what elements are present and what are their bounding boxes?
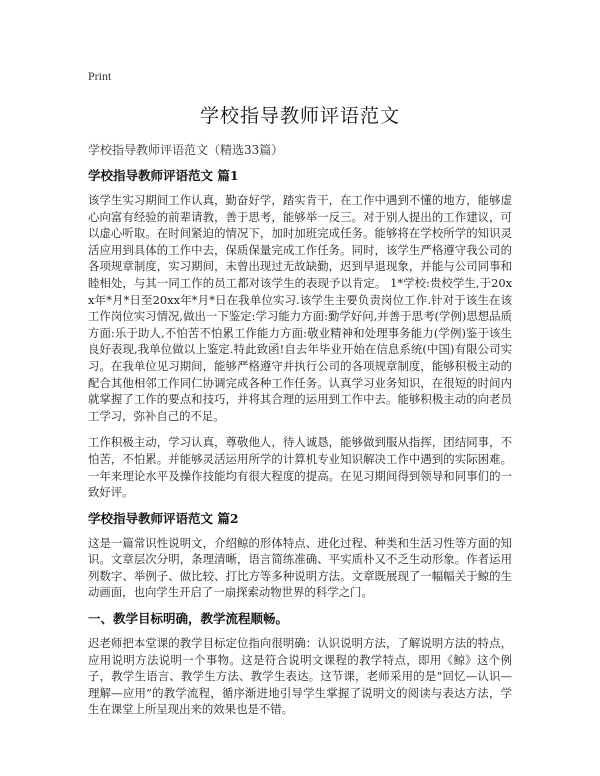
paragraph: 这是一篇常识性说明文，介绍鲸的形体特点、进化过程、种类和生活习性等方面的知识。文章层次分明，条理清晰，语言简练准确、平实质朴又不乏生动形象。作者运用列数字、举例子、做比较、打比方等多种说明方法。文章既展现了一幅幅关于鲸的生动画面，也向学生开启了一扇探索动物世界的科学之门。	[88, 535, 512, 600]
paragraph: 迟老师把本堂课的教学目标定位指向很明确：认识说明方法，了解说明方法的特点，应用说明方法说明一个事物。这是符合说明文课程的教学特点，即用《鲸》这个例子，教学生语言、教学生方法、教学生表达。这节课，老师采用的是“回忆—认识—理解—应用”的教学流程，循序渐进地引导学生掌握了说明文的阅读与表达方法，学生在课堂上所呈现出来的效果也是不错。	[88, 636, 512, 717]
document-subtitle: 学校指导教师评语范文（精选33篇）	[88, 143, 284, 157]
section-heading-1: 学校指导教师评语范文 篇1	[88, 168, 239, 183]
section-heading-2: 学校指导教师评语范文 篇2	[88, 510, 239, 526]
section-heading-3: 一、教学目标明确，教学流程顺畅。	[88, 611, 289, 627]
print-link[interactable]: Print	[88, 69, 112, 83]
paragraph: 工作积极主动，学习认真，尊敬他人，待人诚恳，能够做到服从指挥，团结同事，不怕苦，不怕累。并能够灵活运用所学的计算机专业知识解决工作中遇到的实际困难。一年来理论水平及操作技能均有很大程度的提高。在见习期间得到领导和同事们的一致好评。	[88, 435, 512, 500]
paragraph: 该学生实习期间工作认真，勤奋好学，踏实肯干，在工作中遇到不懂的地方，能够虚心向富有经验的前辈请教，善于思考，能够举一反三。对于别人提出的工作建议，可以虚心听取。在时间紧迫的情况下，加时加班完成任务。能够将在学校所学的知识灵活应用到具体的工作中去，保质保量完成工作任务。同时，该学生严格遵守我公司的各项规章制度，实习期间，未曾出现过无故缺勤，迟到早退现象，并能与公司同事和睦相处，与其一同工作的员工都对该学生的表现予以肯定。 1*学校:贵校学生,于20xx年*月*日至20xx年*月*日在我单位实习.该学生主要负责岗位工作.针对于该生在该工作岗位实习情况,做出一下鉴定:学习能力方面:勤学好问,并善于思考(学例)思想品质方面:乐于助人,不怕苦不怕累工作能力方面:敬业精神和处理事务能力(学例)鉴于该生良好表现,我单位做以上鉴定.特此致函!自去年毕业开始在信息系统(中国)有限公司实习。在我单位见习期间，能够严格遵守并执行公司的各项规章制度，能够积极主动的配合其他相邻工作同仁协调完成各种工作任务。认真学习业务知识，在很短的时间内就掌握了工作的要点和技巧，并将其合理的运用到工作中去。能够积极主动的向老员工学习，弥补自己的不足。	[88, 193, 512, 423]
document-title: 学校指导教师评语范文	[199, 105, 400, 127]
